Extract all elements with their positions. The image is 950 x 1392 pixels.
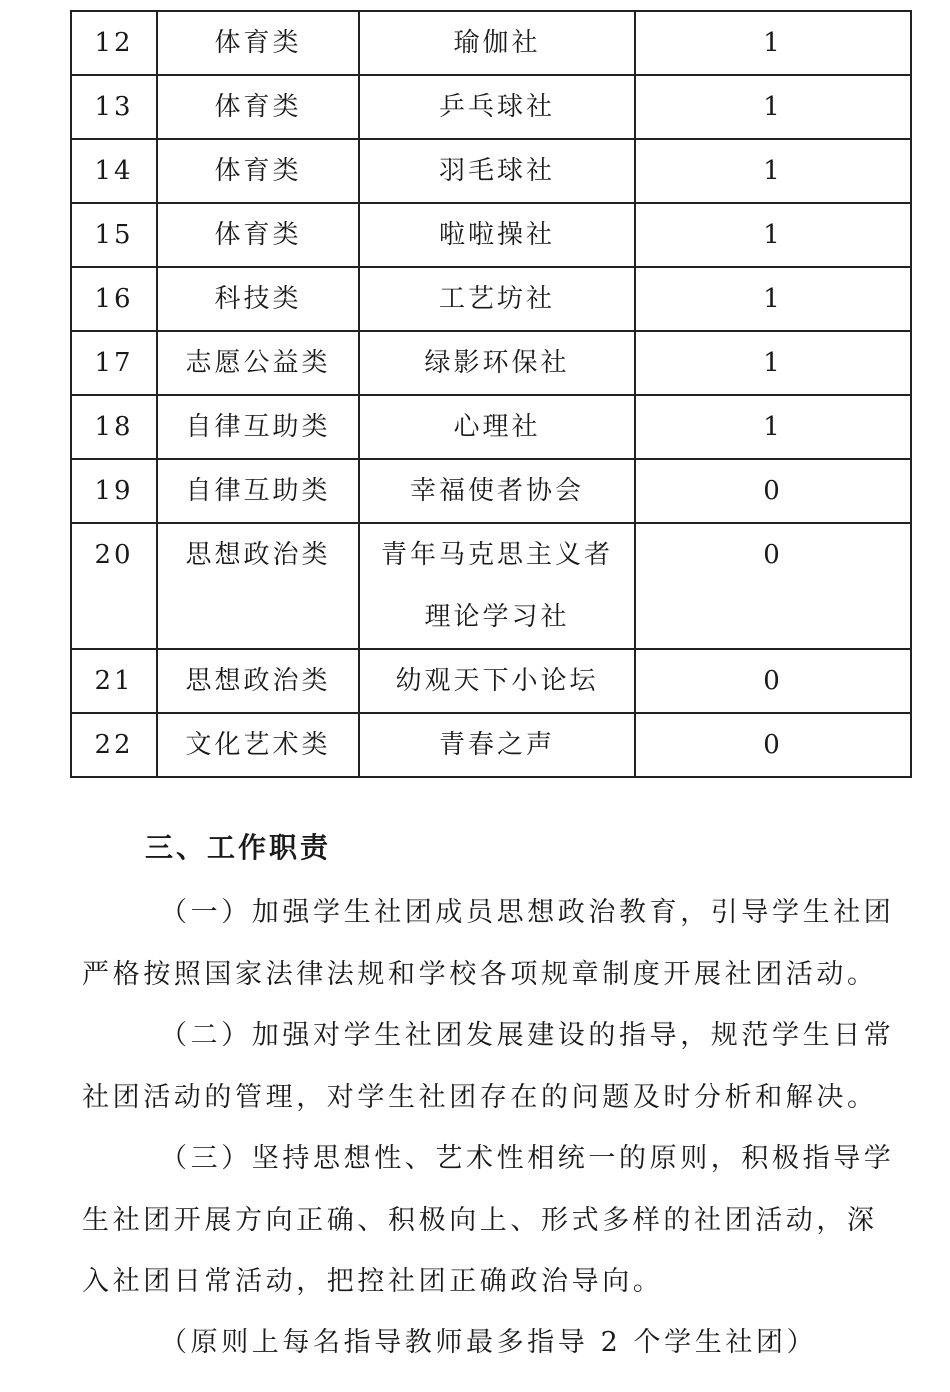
club-name-cell xyxy=(359,139,635,203)
club-name-cell xyxy=(359,649,635,713)
club-name-cell xyxy=(359,267,635,331)
table-row xyxy=(71,267,911,331)
club-name-cell xyxy=(359,203,635,267)
advisor-count-cell: 1 xyxy=(635,75,911,139)
club-name-cell xyxy=(359,713,635,777)
row-number-cell: 17 xyxy=(71,331,157,395)
club-name-cell xyxy=(359,331,635,395)
table-row xyxy=(71,459,911,523)
club-name-line: 瑜伽社 xyxy=(453,28,541,58)
section-heading: 三、工作职责 xyxy=(145,831,332,864)
club-name-line: 理论学习社 xyxy=(424,602,570,632)
table-body xyxy=(71,11,911,777)
duty-paragraph-1: （一）加强学生社团成员思想政治教育，引导学生社团严格按照国家法律法规和学校各项规章制度开展社团活动。 xyxy=(82,897,895,990)
advisor-count-cell: 0 xyxy=(635,649,911,713)
club-name-line: 心理社 xyxy=(453,412,541,442)
advisor-count-cell: 1 xyxy=(635,139,911,203)
category-cell: 体育类 xyxy=(157,203,359,267)
club-name-line: 啦啦操社 xyxy=(438,220,555,250)
table-row xyxy=(71,713,911,777)
club-name-line: 羽毛球社 xyxy=(438,156,555,186)
table-row xyxy=(71,75,911,139)
category-cell: 体育类 xyxy=(157,139,359,203)
club-name-line: 青春之声 xyxy=(438,730,555,760)
table-row xyxy=(71,523,911,649)
row-number-cell: 20 xyxy=(71,523,157,649)
row-number-cell: 15 xyxy=(71,203,157,267)
table-row xyxy=(71,203,911,267)
club-name-line: 绿影环保社 xyxy=(424,348,570,378)
table-row xyxy=(71,395,911,459)
table-row xyxy=(71,331,911,395)
row-number-cell: 22 xyxy=(71,713,157,777)
table-row xyxy=(71,11,911,75)
duty-paragraph-2: （二）加强对学生社团发展建设的指导，规范学生日常社团活动的管理，对学生社团存在的问题及时分析和解决。 xyxy=(82,1020,895,1113)
club-name-cell xyxy=(359,459,635,523)
category-cell: 思想政治类 xyxy=(157,649,359,713)
category-cell: 志愿公益类 xyxy=(157,331,359,395)
row-number-cell: 13 xyxy=(71,75,157,139)
club-name-cell xyxy=(359,75,635,139)
category-cell: 科技类 xyxy=(157,267,359,331)
advisor-count-cell: 0 xyxy=(635,459,911,523)
club-list-table xyxy=(70,10,912,778)
category-cell: 自律互助类 xyxy=(157,459,359,523)
row-number-cell: 21 xyxy=(71,649,157,713)
club-name-line: 幸福使者协会 xyxy=(409,476,584,506)
club-name-line: 青年马克思主义者 xyxy=(380,540,613,570)
advisor-count-cell: 0 xyxy=(635,523,911,649)
row-number-cell: 16 xyxy=(71,267,157,331)
row-number-cell: 12 xyxy=(71,11,157,75)
row-number-cell: 19 xyxy=(71,459,157,523)
club-name-line: 乒乓球社 xyxy=(438,92,555,122)
advisor-count-cell: 1 xyxy=(635,11,911,75)
club-name-cell xyxy=(359,523,635,649)
club-name-cell xyxy=(359,11,635,75)
club-name-line: 工艺坊社 xyxy=(438,284,555,314)
advisor-count-cell: 1 xyxy=(635,203,911,267)
category-cell: 文化艺术类 xyxy=(157,713,359,777)
table-row xyxy=(71,649,911,713)
row-number-cell: 18 xyxy=(71,395,157,459)
advisor-count-cell: 1 xyxy=(635,395,911,459)
club-name-cell xyxy=(359,395,635,459)
category-cell: 体育类 xyxy=(157,75,359,139)
advisor-count-cell: 1 xyxy=(635,331,911,395)
advisor-count-cell: 0 xyxy=(635,713,911,777)
table-row xyxy=(71,139,911,203)
category-cell: 思想政治类 xyxy=(157,523,359,649)
club-name-line: 幼观天下小论坛 xyxy=(395,666,599,696)
category-cell: 体育类 xyxy=(157,11,359,75)
duty-paragraph-3: （三）坚持思想性、艺术性相统一的原则，积极指导学生社团开展方向正确、积极向上、形式多样的社团活动，深入社团日常活动，把控社团正确政治导向。 xyxy=(82,1143,895,1297)
category-cell: 自律互助类 xyxy=(157,395,359,459)
advisor-limit-note: （原则上每名指导教师最多指导 2 个学生社团） xyxy=(160,1327,818,1358)
row-number-cell: 14 xyxy=(71,139,157,203)
advisor-count-cell: 1 xyxy=(635,267,911,331)
